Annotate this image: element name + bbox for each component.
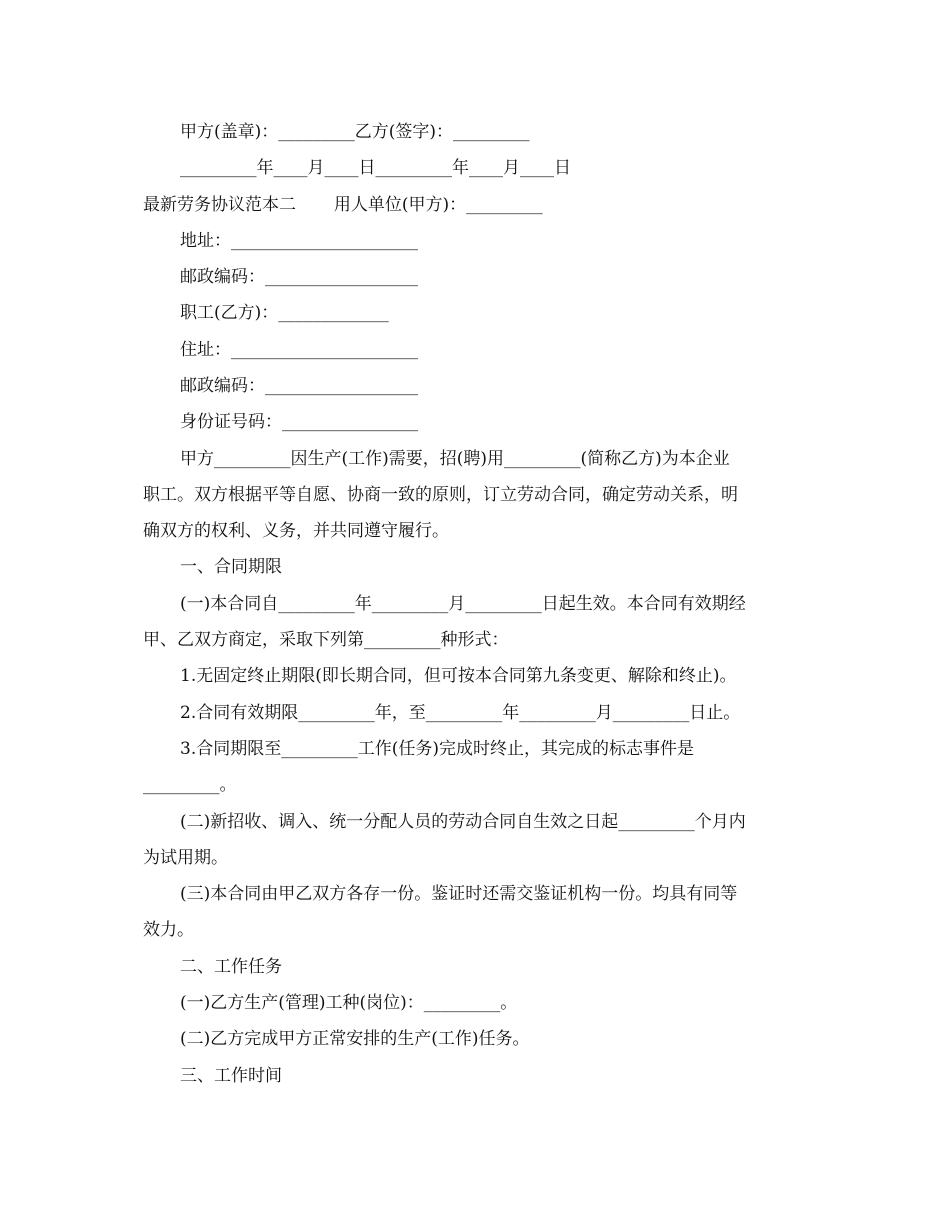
term-option-3: 3.合同期限至_________工作(任务)完成时终止，其完成的标志事件是: [180, 739, 694, 759]
section-heading-hours: 三、工作时间: [180, 1066, 282, 1086]
intro-paragraph-line: 职工。双方根据平等自愿、协商一致的原则，订立劳动合同，确定劳动关系，明: [143, 485, 738, 505]
probation-clause-line: (二)新招收、调入、统一分配人员的劳动合同自生效之日起_________个月内: [180, 812, 746, 832]
employee-field: 职工(乙方)：_____________: [180, 303, 389, 323]
postcode-field: 邮政编码：__________________: [180, 267, 418, 287]
section-title-line: 最新劳务协议范本二 用人单位(甲方)：_________: [143, 195, 543, 215]
term-option-3-continued: _________。: [143, 775, 237, 795]
address-field: 地址：______________________: [180, 231, 418, 251]
section-heading-term: 一、合同期限: [180, 557, 282, 577]
residence-field: 住址：______________________: [180, 340, 418, 360]
copies-clause-line: 效力。: [143, 920, 194, 940]
intro-paragraph-line: 甲方_________因生产(工作)需要，招(聘)用_________(简称乙方)为本企业: [180, 449, 730, 469]
signature-parties-line: 甲方(盖章)：_________乙方(签字)：_________: [180, 122, 530, 142]
term-option-2: 2.合同有效期限_________年，至_________年_________月_________日止。: [180, 703, 741, 723]
section-heading-tasks: 二、工作任务: [180, 957, 282, 977]
term-clause-line: 甲、乙双方商定，采取下列第_________种形式：: [143, 630, 509, 650]
task-clause-1: (一)乙方生产(管理)工种(岗位)：_________。: [180, 993, 518, 1013]
term-clause-line: (一)本合同自_________年_________月_________日起生效。本合同有效期经: [180, 594, 746, 614]
postcode-field-2: 邮政编码：__________________: [180, 376, 418, 396]
id-number-field: 身份证号码：________________: [180, 412, 418, 432]
intro-paragraph-line: 确双方的权利、义务，并共同遵守履行。: [143, 521, 449, 541]
signature-dates-line: _________年____月____日_________年____月____日: [180, 158, 571, 178]
task-clause-2: (二)乙方完成甲方正常安排的生产(工作)任务。: [180, 1029, 530, 1049]
probation-clause-line: 为试用期。: [143, 848, 228, 868]
term-option-1: 1.无固定终止期限(即长期合同，但可按本合同第九条变更、解除和终止)。: [180, 666, 737, 686]
copies-clause-line: (三)本合同由甲乙双方各存一份。鉴证时还需交鉴证机构一份。均具有同等: [180, 884, 738, 904]
